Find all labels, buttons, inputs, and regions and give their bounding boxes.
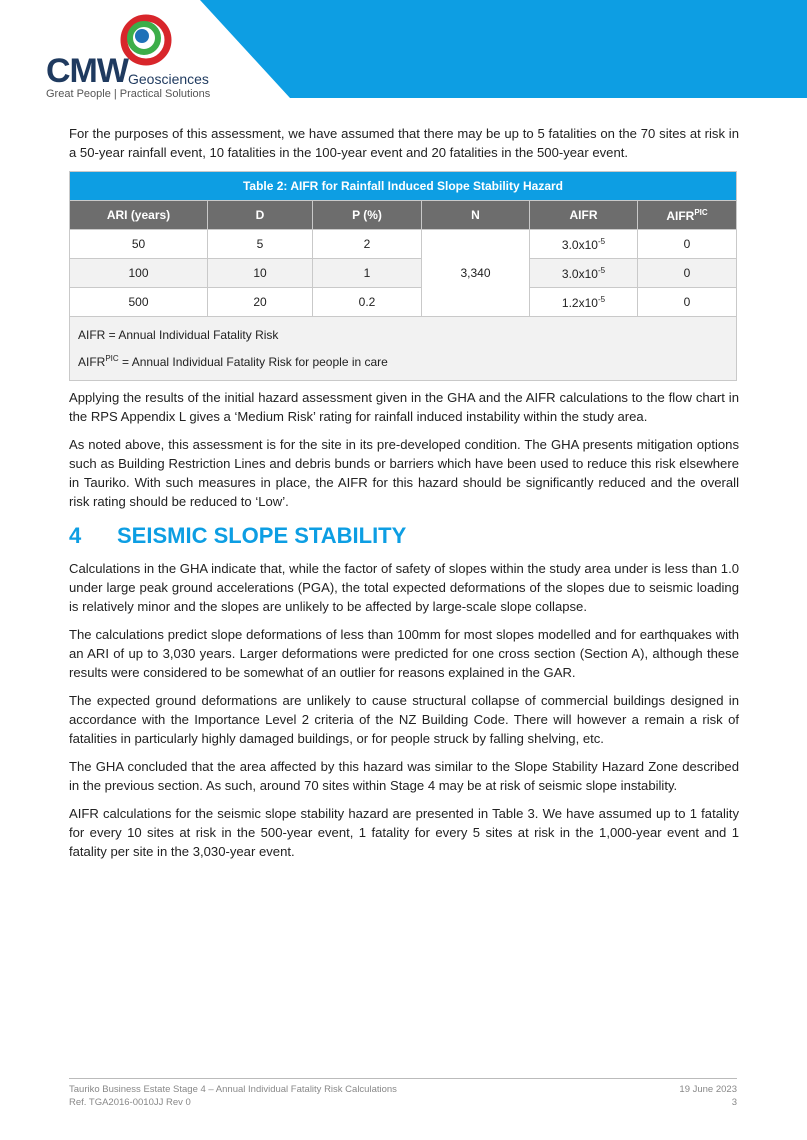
cell-aifr: $3.0x10^{-5}$ [530,230,638,259]
cell-n: 3,340 [422,230,530,317]
logo-tagline: Great People | Practical Solutions [46,88,211,100]
cell-p: 1 [313,259,422,288]
table-row [70,230,737,259]
header-aifr-pic: $AIFR^{PIC}$ [638,201,737,230]
header-ari: ARI (years) [70,201,208,230]
cell-aifr: $1.2x10^{-5}$ [530,288,638,317]
paragraph: Calculations in the GHA indicate that, while the factor of safety of slopes within the study area under is less than 1.0 under large peak ground accelerations (PGA), the total expected deformations of the slopes due to seismic loading is relatively minor and the slopes are unlikely to be affected by large-scale slope collapse. [69,561,739,614]
header-d: D [208,201,313,230]
cell-aifr-pic: 0 [638,288,737,317]
table-caption: Table 2: AIFR for Rainfall Induced Slope Stability Hazard [70,172,737,201]
intro-paragraph: For the purposes of this assessment, we have assumed that there may be up to 5 fatalities on the 70 sites at risk in a 50-year rainfall event, 10 fatalities in the 100-year event and 20 fatalities in the 500-year event. [69,126,739,160]
cell-ari: 500 [70,288,208,317]
paragraph: The GHA concluded that the area affected by this hazard was similar to the Slope Stability Hazard Zone described in the previous section. As such, around 70 sites within Stage 4 may be at risk of seismic slope instability. [69,759,739,793]
footer-page-number: 3 [731,1097,737,1108]
cell-aifr-pic: 0 [638,230,737,259]
paragraph: AIFR calculations for the seismic slope stability hazard are presented in Table 3. We have assumed up to 1 fatality for every 10 sites at risk in the 500-year event, 1 fatality for every 5 sites at risk in the 1,000-year event and 1 fatality per site in the 3,030-year event. [69,806,739,859]
cell-aifr-pic: 0 [638,259,737,288]
header-n: N [422,201,530,230]
footer-date: 19 June 2023 [679,1084,737,1095]
cell-d: 10 [208,259,313,288]
table-row [70,288,737,317]
footer-ref: Ref. TGA2016-0010JJ Rev 0 [69,1097,191,1108]
footer-title: Tauriko Business Estate Stage 4 – Annual Individual Fatality Risk Calculations [69,1084,397,1095]
table-header-row [70,201,737,230]
cell-p: 0.2 [313,288,422,317]
section-heading [69,523,739,549]
section-title: SEISMIC SLOPE STABILITY [117,523,407,548]
paragraph: The calculations predict slope deformations of less than 100mm for most slopes modelled and for earthquakes with an ARI of up to 3,030 years. Larger deformations were predicted for one cross section (Section A), although these results were considered to be somewhat of an outlier for reasons explained in the GAR. [69,627,739,680]
cell-ari: 100 [70,259,208,288]
cell-d: 5 [208,230,313,259]
table-row [70,259,737,288]
cell-p: 2 [313,230,422,259]
table-note-aifr-pic: $AIFR^{PIC}$ = Annual Individual Fatality Risk for people in care [78,354,388,369]
aifr-table [69,171,737,381]
logo-text: CMW [46,52,128,90]
paragraph: As noted above, this assessment is for the site in its pre-developed condition. The GHA presents mitigation options such as Building Restriction Lines and debris bunds or barriers which have been used to reduce this risk elsewhere in Tauriko. With such measures in place, the AIFR for this hazard should be significantly reduced and the overall risk rating should be reduced to ‘Low’. [69,437,739,509]
header-p: P (%) [313,201,422,230]
logo-subtitle: Geosciences [128,71,209,87]
section-number: 4 [69,523,82,548]
cell-d: 20 [208,288,313,317]
cell-ari: 50 [70,230,208,259]
table-notes [70,317,737,381]
page-footer [69,1078,737,1109]
paragraph: The expected ground deformations are unlikely to cause structural collapse of commercial buildings designed in accordance with the Importance Level 2 criteria of the NZ Building Code. There will however a remain a risk of fatalities in particularly highly damaged buildings, or for people struck by falling shelving, etc. [69,693,739,746]
table-note-aifr: AIFR = Annual Individual Fatality Risk [78,328,279,342]
header-aifr: AIFR [530,201,638,230]
paragraph: Applying the results of the initial hazard assessment given in the GHA and the AIFR calculations to the flow chart in the RPS Appendix L gives a ‘Medium Risk’ rating for rainfall induced instability within the study area. [69,390,739,424]
page-content [69,124,739,870]
cell-aifr: $3.0x10^{-5}$ [530,259,638,288]
